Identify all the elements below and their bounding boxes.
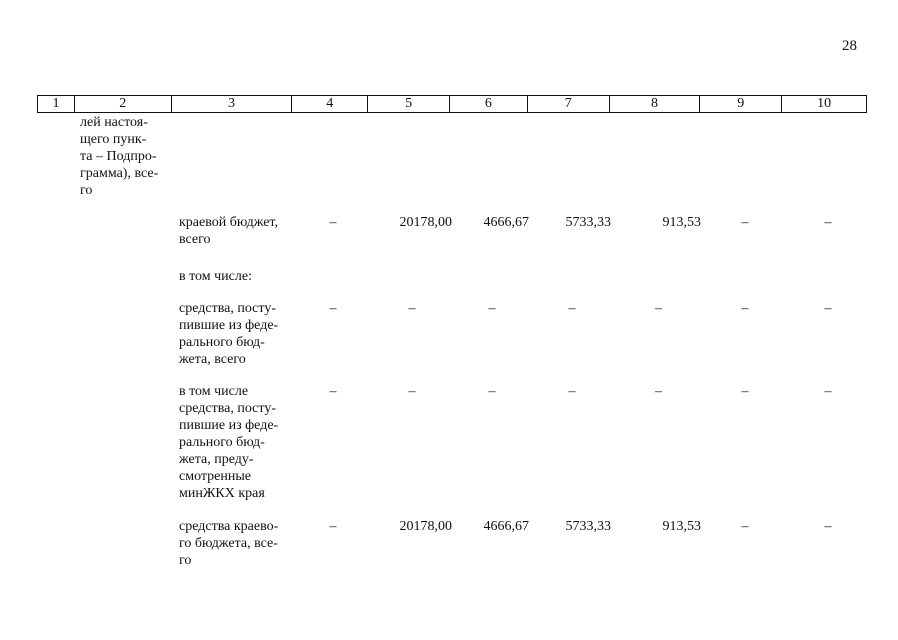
row-label-line: средства, посту- <box>179 301 276 316</box>
row-label-line: всего <box>179 232 211 247</box>
table-header-row <box>37 95 867 113</box>
row-title-continued <box>80 114 166 199</box>
table-cell-col9: – <box>741 519 749 534</box>
row-label-line: пившие из феде- <box>179 418 279 433</box>
row-label-federal-funds <box>179 300 289 368</box>
table-cell-col7: – <box>568 384 576 399</box>
table-cell-col7: 5733,33 <box>565 215 611 230</box>
row-label-line: минЖКХ края <box>179 486 265 501</box>
table-cell-col8: – <box>655 301 662 316</box>
row-label-line: средства краево- <box>179 519 279 534</box>
row-label-line: средства, посту- <box>179 401 276 416</box>
row-label-line: жета, преду- <box>179 452 254 467</box>
table-cell-col10: – <box>824 301 832 316</box>
row-label-line: в том числе: <box>179 269 252 284</box>
table-cell-col9: – <box>741 301 749 316</box>
table-cell-col5: – <box>408 384 416 399</box>
row-label-line: рального бюд- <box>179 435 265 450</box>
row-title-line: та – Подпро- <box>80 149 157 164</box>
table-cell-col8: – <box>655 384 662 399</box>
row-label-line: го бюджета, все- <box>179 536 278 551</box>
row-label-line: жета, всего <box>179 352 246 367</box>
column-header-1: 1 <box>38 96 75 112</box>
table-cell-col8: 913,53 <box>662 519 701 534</box>
table-cell-col7: – <box>568 301 576 316</box>
table-cell-col10: – <box>824 519 832 534</box>
column-header-5: 5 <box>368 96 450 112</box>
column-header-7: 7 <box>528 96 610 112</box>
table-cell-col4: – <box>329 519 337 534</box>
table-cell-col6: – <box>488 384 496 399</box>
row-label-line: краевой бюджет, <box>179 215 278 230</box>
table-cell-col4: – <box>329 215 337 230</box>
row-label-line: рального бюд- <box>179 335 265 350</box>
column-header-10: 10 <box>817 96 832 111</box>
table-cell-col5: 20178,00 <box>399 519 452 534</box>
row-label-line: в том числе <box>179 384 249 399</box>
row-label-including <box>179 268 309 285</box>
column-header-4: 4 <box>292 96 368 112</box>
row-label-regional-budget <box>179 214 289 248</box>
table-cell-col6: 4666,67 <box>483 519 529 534</box>
table-cell-col6: 4666,67 <box>483 215 529 230</box>
table-cell-col10: – <box>824 384 832 399</box>
column-header-2: 2 <box>75 96 172 112</box>
table-cell-col8: 913,53 <box>662 215 701 230</box>
table-cell-col4: – <box>329 384 337 399</box>
row-label-ministry-funds <box>179 383 289 502</box>
row-title-line: лей настоя- <box>80 115 148 130</box>
table-cell-col5: 20178,00 <box>399 215 452 230</box>
page-number: 28 <box>842 38 857 54</box>
row-label-regional-funds <box>179 518 289 569</box>
row-title-line: го <box>80 183 93 198</box>
row-title-line: грамма), все- <box>80 166 159 181</box>
column-header-8: 8 <box>610 96 701 112</box>
table-cell-col6: – <box>488 301 496 316</box>
table-cell-col4: – <box>329 301 337 316</box>
table-cell-col5: – <box>408 301 416 316</box>
table-cell-col9: – <box>741 384 749 399</box>
row-title-line: щего пунк- <box>80 132 147 147</box>
table-cell-col9: – <box>741 215 749 230</box>
row-label-line: смотренные <box>179 469 251 484</box>
column-header-6: 6 <box>450 96 528 112</box>
table-cell-col7: 5733,33 <box>565 519 611 534</box>
column-header-9: 9 <box>700 96 782 112</box>
table-cell-col10: – <box>824 215 832 230</box>
column-header-3: 3 <box>172 96 293 112</box>
row-label-line: пившие из феде- <box>179 318 279 333</box>
row-label-line: го <box>179 553 192 568</box>
